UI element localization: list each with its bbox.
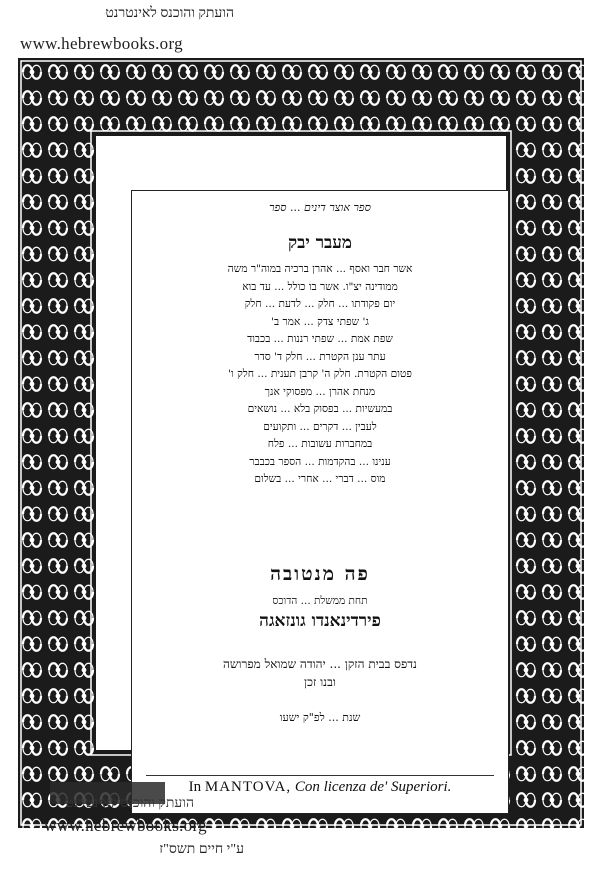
title-page-panel [131,190,509,814]
ornamental-border [18,58,584,828]
printer-line: נדפס בבית הזקן ... יהודה שמואל מפרושה [223,657,417,671]
description-line: לעבין ... דקרים ... ותקועים [263,420,377,433]
latin-city-prefix: In [188,779,202,795]
publication-date: שנת ... לפ"ק ישעו [279,711,361,724]
imprint-place: פה מנטובה [270,563,370,585]
description-line: ענינו ... בהקדמות ... הספר בכבבר [249,455,391,468]
book-title: מעבר יבק [288,233,352,253]
imprint-patron-line: תחת ממשלת ... הדוכס [272,595,368,607]
watermark-hebrew-top: הועתק והוכנס לאינטרנט [105,6,234,21]
latin-license: Con licenza de' Superiori. [294,779,452,795]
description-line: מוס ... דברי ... אחרי ... בשלום [254,473,386,485]
latin-city: MANTOVA, [204,779,292,795]
imprint-duke-name: פירדינאנדו גונזאגה [259,611,381,631]
latin-imprint [146,775,494,805]
description-line: עתר ענן הקטרת ... חלק ד' סדר [254,350,386,363]
printer-line-2: ובנו זכן [304,675,336,689]
watermark-date: ע"י חיים תשס"ז [159,842,244,857]
header-line: ספר אוצר דינים ... ספר [269,201,371,214]
description-line: יום פקודתו ... חלק ... לדעת ... חלק [244,298,396,310]
description-line: במחברות עשובות ... פלח [267,438,373,450]
description-line: ג' שפתי צדק ... אמר ב' [271,315,369,328]
watermark-hebrew-bottom: הועתק והוכנס לאינטרנט [65,796,194,811]
description-line: אשר חבר ואסף ... אהרן ברכיה במוה"ר משה [227,263,413,275]
description-line: שפת אמת ... שפתי רננות ... בכבוד [247,333,393,345]
watermark-url-bottom: www.hebrewbooks.org [44,816,207,835]
description-line: במעשיות ... בפסוק בלא ... נושאים [247,403,393,415]
description-line: פטום הקטרת. חלק ה' קרבן תענית ... חלק ו' [228,368,412,380]
description-line: ממודינה יצ"ו. אשר בו כולל ... עד בוא [242,280,398,293]
description-line: מנחת אהרן ... מפסוקי אנך [264,385,376,398]
watermark-url-top: www.hebrewbooks.org [20,34,183,53]
